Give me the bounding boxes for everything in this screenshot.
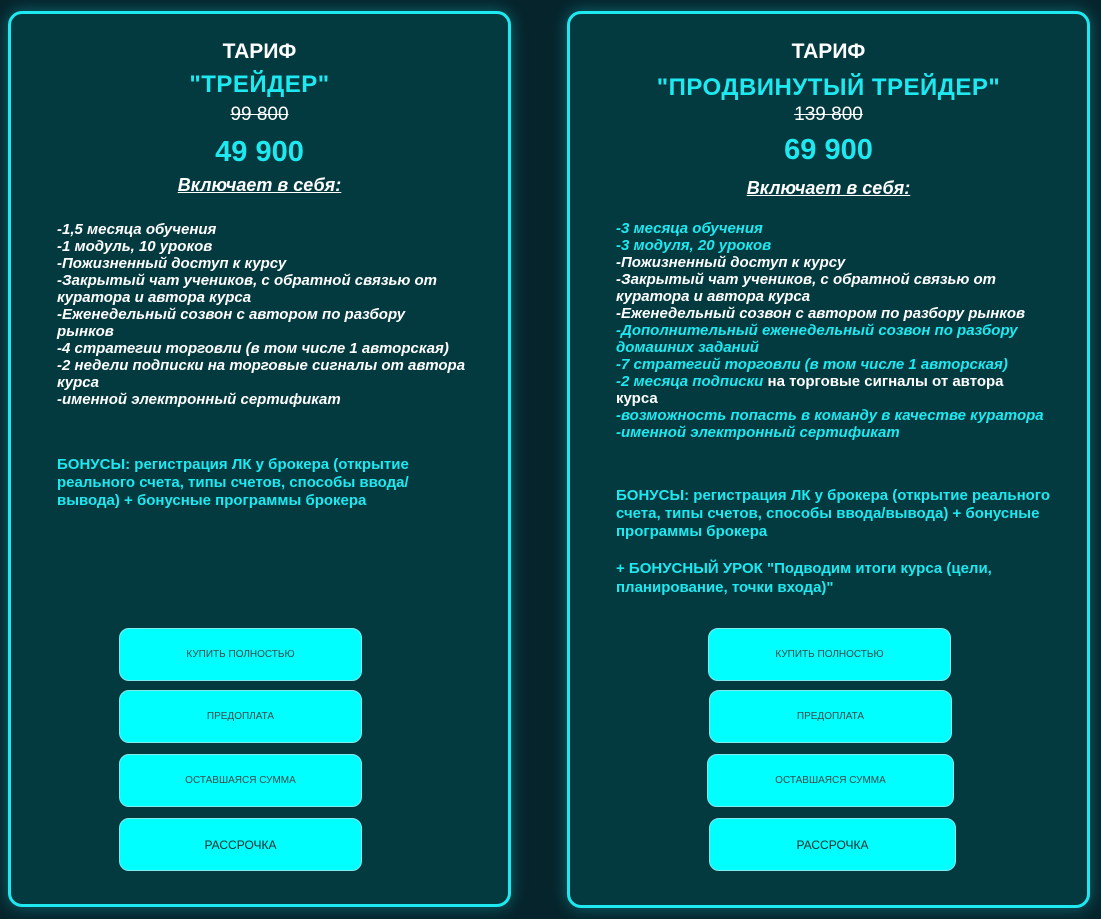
feature-item: -возможность попасть в команду в качестве куратора — [616, 407, 1044, 424]
feature-item: -Пожизненный доступ к курсу — [57, 255, 287, 272]
tariff-card-trader — [8, 11, 511, 907]
bonus-text: регистрация ЛК у брокера (открытие реального счета, типы счетов, способы ввода/вывода) + бонусные программы брокера — [57, 456, 409, 509]
includes-heading: Включает в себя: — [746, 178, 911, 198]
feature-item: -Еженедельный созвон с автором по разбору рынков — [616, 305, 1026, 322]
feature-item: -Закрытый чат учеников, с обратной связью от куратора и автора курса — [57, 272, 438, 306]
old-price: 99 800 — [230, 104, 289, 125]
feature-item: -Еженедельный созвон с автором по разбору рынков — [57, 306, 406, 340]
current-price: 49 900 — [215, 136, 304, 168]
buy-full-button[interactable]: КУПИТЬ ПОЛНОСТЬЮ — [119, 628, 362, 681]
tariff-name: "ПРОДВИНУТЫЙ ТРЕЙДЕР" — [656, 74, 1001, 101]
feature-rest: на торговые сигналы от автора курса — [616, 373, 1004, 407]
feature-item — [616, 373, 1036, 407]
feature-item: -именной электронный сертификат — [616, 424, 900, 441]
bonus-label: БОНУСЫ: — [616, 487, 690, 504]
includes-heading: Включает в себя: — [177, 175, 342, 195]
feature-item: -3 модуля, 20 уроков — [616, 237, 772, 254]
feature-item: -Закрытый чат учеников, с обратной связью от куратора и автора курса — [616, 271, 997, 305]
feature-item: -1,5 месяца обучения — [57, 221, 217, 238]
remaining-amount-button[interactable]: ОСТАВШАЯСЯ СУММА — [119, 754, 362, 807]
bonus-lesson: + БОНУСНЫЙ УРОК "Подводим итоги курса (цели, планирование, точки входа)" — [616, 560, 992, 596]
bonus-section — [616, 487, 1061, 541]
remaining-amount-button[interactable]: ОСТАВШАЯСЯ СУММА — [707, 754, 954, 807]
prepay-button[interactable]: ПРЕДОПЛАТА — [119, 690, 362, 743]
feature-list — [616, 220, 1066, 441]
bonus-label: БОНУСЫ: — [57, 456, 131, 473]
feature-list — [57, 221, 487, 408]
installment-button[interactable]: РАССРОЧКА — [709, 818, 956, 871]
tariff-card-advanced-trader — [567, 11, 1090, 908]
feature-item: -Дополнительный еженедельный созвон по разбору домашних заданий — [616, 322, 1018, 356]
current-price: 69 900 — [784, 134, 873, 166]
feature-item: -именной электронный сертификат — [57, 391, 341, 408]
bonus-text: регистрация ЛК у брокера (открытие реального счета, типы счетов, способы ввода/вывода) + бонусные программы брокера — [616, 487, 1051, 540]
feature-item: -Пожизненный доступ к курсу — [616, 254, 846, 271]
installment-button[interactable]: РАССРОЧКА — [119, 818, 362, 871]
feature-item: -1 модуль, 10 уроков — [57, 238, 213, 255]
old-price: 139 800 — [794, 104, 863, 125]
tariff-label: ТАРИФ — [791, 40, 866, 63]
feature-item: -7 стратегий торговли (в том числе 1 авторская) — [616, 356, 1008, 373]
buy-full-button[interactable]: КУПИТЬ ПОЛНОСТЬЮ — [708, 628, 951, 681]
tariff-name: "ТРЕЙДЕР" — [189, 71, 330, 98]
feature-item: -4 стратегии торговли (в том числе 1 авторская) — [57, 340, 449, 357]
feature-highlight: -2 месяца подписки — [616, 373, 764, 390]
feature-item: -2 недели подписки на торговые сигналы от автора курса — [57, 357, 466, 391]
tariff-label: ТАРИФ — [222, 40, 297, 63]
prepay-button[interactable]: ПРЕДОПЛАТА — [709, 690, 952, 743]
feature-item: -3 месяца обучения — [616, 220, 763, 237]
bonus-section — [57, 456, 457, 510]
